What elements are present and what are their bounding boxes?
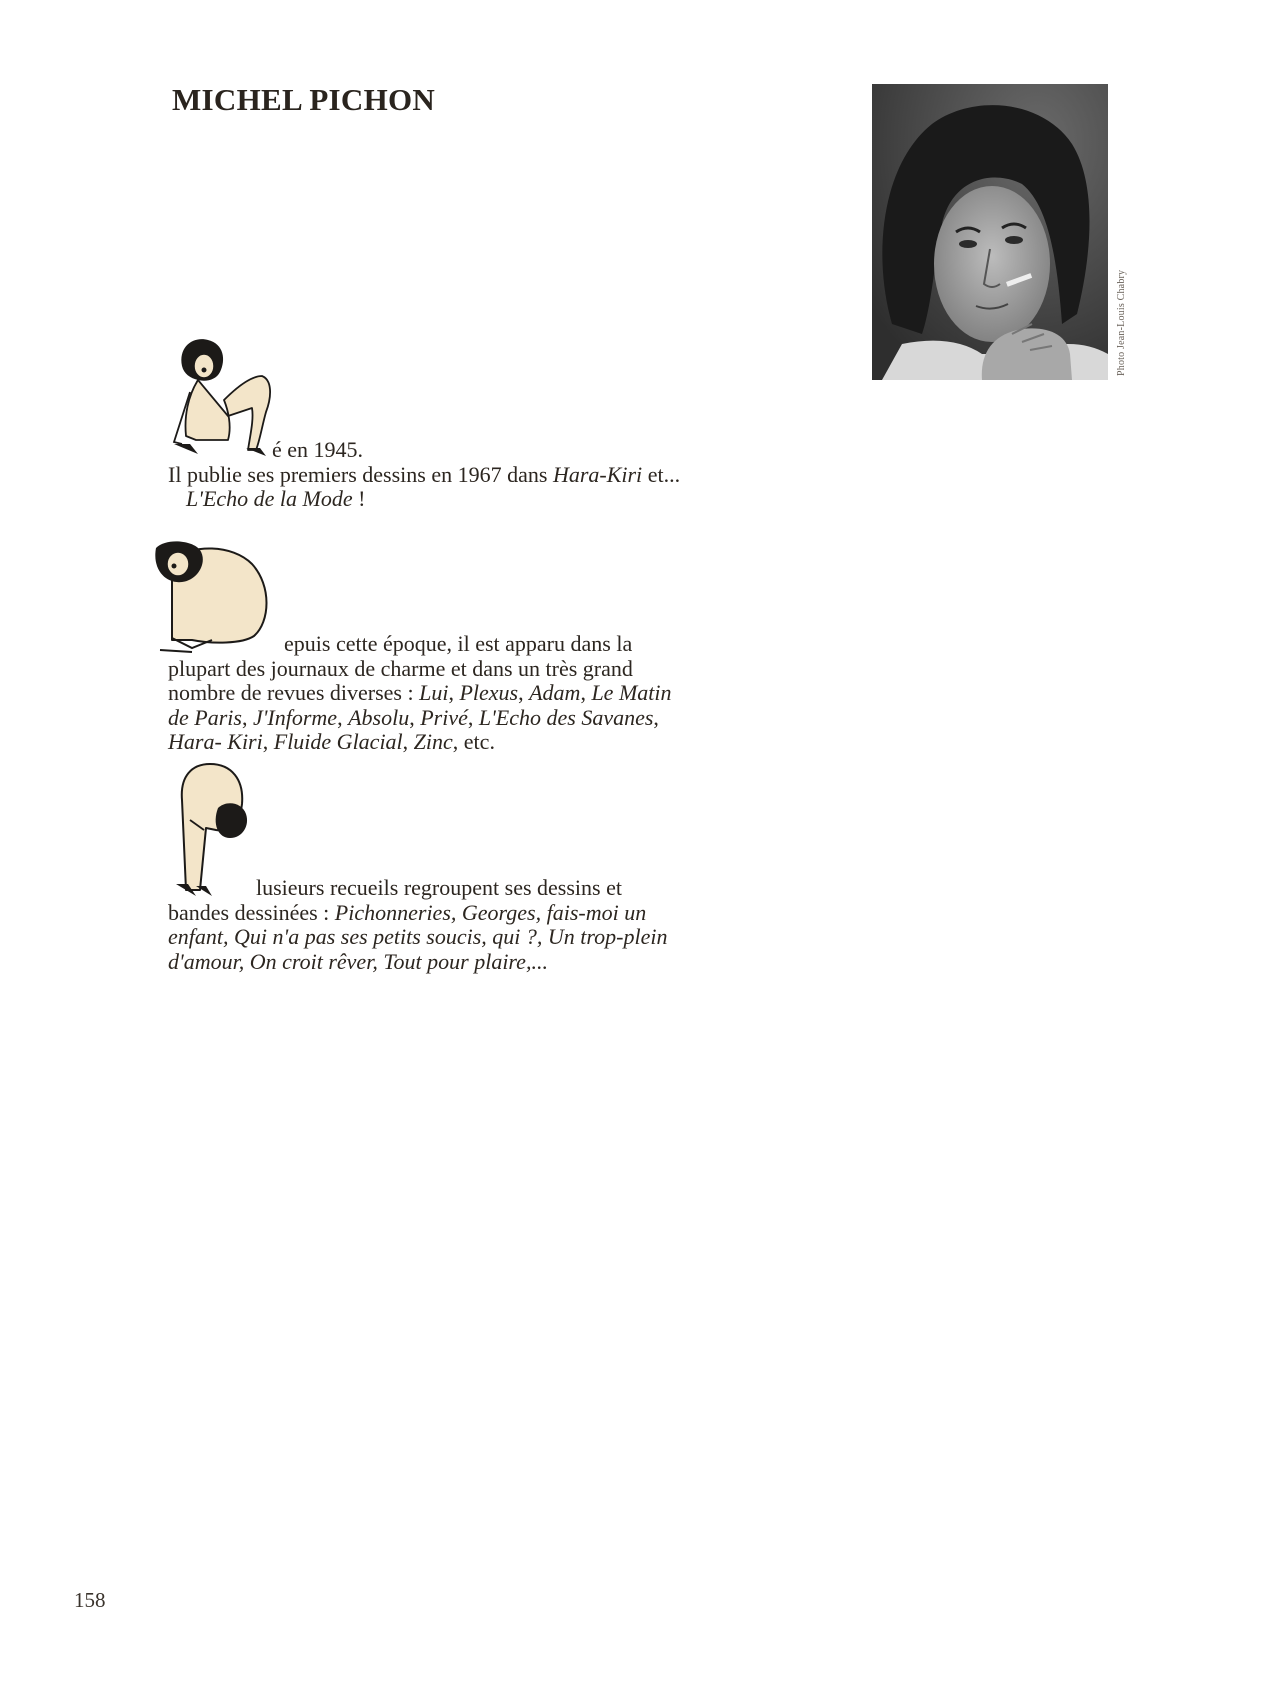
paragraph-line: plupart des journaux de charme et dans un très grand	[168, 655, 633, 681]
page-title: MICHEL PICHON	[172, 82, 436, 117]
paragraph-line: de Paris, J'Informe, Absolu, Privé, L'Echo des Savanes,	[168, 704, 659, 730]
paragraph-line: nombre de revues diverses : Lui, Plexus, Adam, Le Matin	[168, 680, 672, 705]
paragraph-line: enfant, Qui n'a pas ses petits soucis, qui ?, Un trop-plein	[168, 924, 668, 949]
paragraph-line: bandes dessinées : Pichonneries, Georges, fais-moi un	[168, 899, 647, 925]
photo-credit: Photo Jean-Louis Chabry	[1116, 269, 1127, 376]
paragraph-birth	[168, 438, 768, 512]
paragraph-line: é en 1945.	[272, 437, 364, 462]
paragraph-line: L'Echo de la Mode !	[186, 486, 366, 511]
paragraph-line: Il publie ses premiers dessins en 1967 dans Hara-Kiri et...	[168, 461, 681, 487]
paragraph-line: d'amour, On croit rêver, Tout pour plaire,...	[168, 948, 548, 974]
paragraph-publications	[168, 632, 768, 755]
paragraph-line: Hara- Kiri, Fluide Glacial, Zinc, etc.	[168, 729, 495, 754]
page-number: 158	[74, 1588, 106, 1612]
paragraph-collections	[168, 876, 768, 974]
author-portrait	[872, 84, 1108, 380]
paragraph-line: lusieurs recueils regroupent ses dessins et	[256, 875, 622, 900]
paragraph-line: epuis cette époque, il est apparu dans la	[284, 631, 633, 656]
